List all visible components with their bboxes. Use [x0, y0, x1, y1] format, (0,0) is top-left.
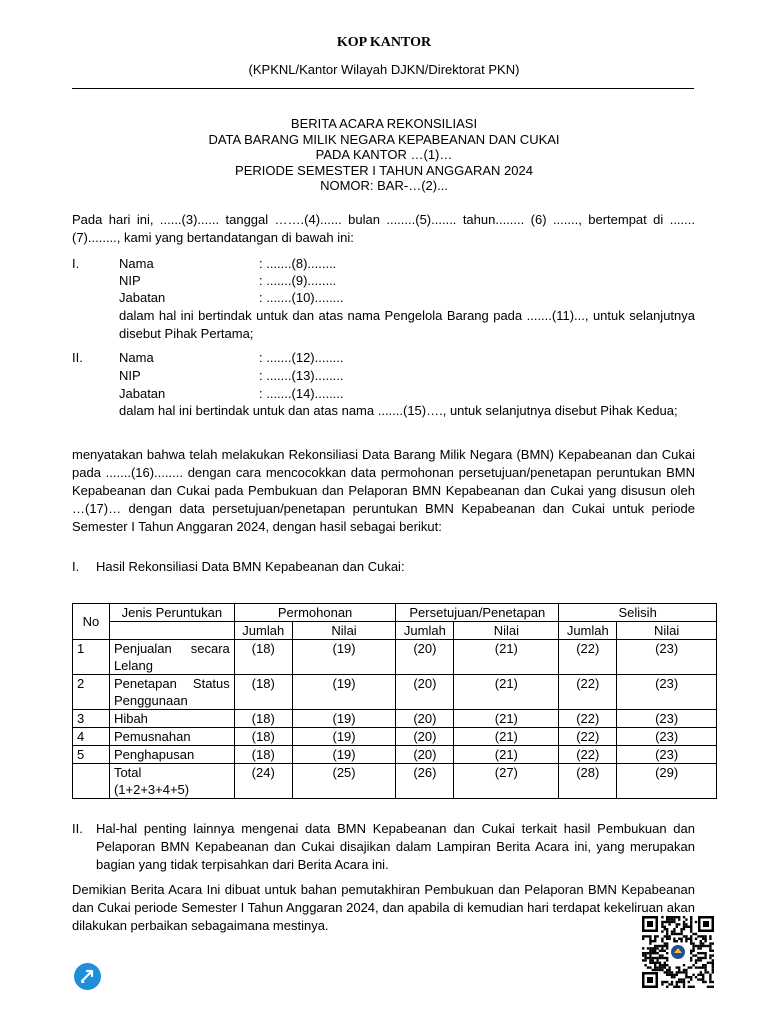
party-1-nip-value: : .......(9)........ — [259, 273, 337, 288]
header-persetujuan: Persetujuan/Penetapan — [396, 604, 559, 622]
header-permohonan: Permohonan — [234, 604, 396, 622]
row-value: (23) — [617, 746, 717, 764]
party-1-number: I. — [72, 256, 80, 271]
total-value: (25) — [292, 764, 396, 799]
row-jenis: Penetapan Status Penggunaan — [109, 675, 234, 710]
title-line-5: NOMOR: BAR-…(2)... — [320, 178, 448, 193]
row-value: (23) — [617, 675, 717, 710]
party-2-jabatan-label: Jabatan — [119, 386, 166, 401]
opening-paragraph: Pada hari ini, ......(3)...... tanggal …….(4)...... bulan ........(5)....... tahun........ (6) ......., bertempat di .......(7)........, kami yang bertandatangan di bawah ini: — [72, 212, 695, 245]
row-value: (21) — [454, 675, 559, 710]
row-value: (21) — [454, 640, 559, 675]
title-line-4: PERIODE SEMESTER I TAHUN ANGGARAN 2024 — [235, 162, 533, 178]
row-value: (19) — [292, 710, 396, 728]
row-value: (22) — [559, 728, 617, 746]
row-value: (22) — [559, 710, 617, 728]
header-nilai: Nilai — [454, 622, 559, 640]
header-jenis-peruntukan: Jenis Peruntukan — [109, 604, 234, 622]
party-2-nip-label: NIP — [119, 368, 141, 383]
table-row — [73, 640, 717, 675]
row-value: (19) — [292, 675, 396, 710]
row-value: (23) — [617, 640, 717, 675]
party-2-name-label: Nama — [119, 350, 154, 365]
total-value: (29) — [617, 764, 717, 799]
header-jumlah: Jumlah — [396, 622, 454, 640]
header-divider — [72, 88, 694, 89]
row-no: 1 — [73, 640, 110, 675]
table-row — [73, 728, 717, 746]
row-value: (19) — [292, 640, 396, 675]
section-1-title: Hasil Rekonsiliasi Data BMN Kepabeanan dan Cukai: — [96, 559, 405, 574]
section-1-number: I. — [72, 559, 80, 574]
row-value: (20) — [396, 675, 454, 710]
total-value: (24) — [234, 764, 292, 799]
row-value: (21) — [454, 728, 559, 746]
document-title — [0, 116, 768, 194]
row-value: (18) — [234, 675, 292, 710]
row-jenis: Hibah — [109, 710, 234, 728]
party-2-number: II. — [72, 350, 83, 365]
party-2-name-value: : .......(12)........ — [259, 350, 344, 365]
row-no: 2 — [73, 675, 110, 710]
header-jenis-empty — [109, 622, 234, 640]
row-value: (20) — [396, 728, 454, 746]
row-jenis: Penghapusan — [109, 746, 234, 764]
row-no: 4 — [73, 728, 110, 746]
row-value: (23) — [617, 710, 717, 728]
row-value: (18) — [234, 640, 292, 675]
row-value: (18) — [234, 728, 292, 746]
total-label: Total — [113, 765, 142, 780]
document-logo-icon — [74, 963, 101, 990]
row-value: (22) — [559, 640, 617, 675]
row-value: (21) — [454, 746, 559, 764]
party-2-description: dalam hal ini bertindak untuk dan atas nama .......(15)…., untuk selanjutnya disebut Pihak Kedua; — [119, 403, 678, 418]
party-1-description: dalam hal ini bertindak untuk dan atas nama Pengelola Barang pada .......(11)..., untuk selanjutnya disebut Pihak Pertama; — [119, 308, 695, 341]
table-header-row-1 — [73, 604, 717, 622]
statement-paragraph: menyatakan bahwa telah melakukan Rekonsiliasi Data Barang Milik Negara (BMN) Kepabeanan dan Cukai pada .......(16)........ dengan cara mencocokkan data permohonan persetujuan/penetapan peruntukan BMN Kepabeanan dan Cukai pada Pembukuan dan Pelaporan BMN Kepabeanan dan Cukai yang disusun oleh …(17)… dengan data persetujuan/penetapan peruntukan BMN Kepabeanan dan Cukai untuk periode Semester I Tahun Anggaran 2024, dengan hasil sebagai berikut: — [72, 447, 695, 534]
row-value: (22) — [559, 746, 617, 764]
closing-paragraph: Demikian Berita Acara Ini dibuat untuk bahan pemutakhiran Pembukuan dan Pelaporan BMN Kepabeanan dan Cukai periode Semester I Tahun Anggaran 2024, dan apabila di kemudian hari terdapat kekeliruan akan dilakukan perbaikan sebagaimana mestinya. — [72, 882, 695, 933]
total-value: (28) — [559, 764, 617, 799]
party-2-nip-value: : .......(13)........ — [259, 368, 344, 383]
office-subtitle: (KPKNL/Kantor Wilayah DJKN/Direktorat PKN) — [248, 62, 520, 77]
row-jenis: Penjualan secara Lelang — [109, 640, 234, 675]
section-2-text: Hal-hal penting lainnya mengenai data BMN Kepabeanan dan Cukai terkait hasil Pembukuan dan Pelaporan BMN Kepabeanan dan Cukai disajikan dalam Lampiran Berita Acara ini, yang merupakan bagian yang tidak terpisahkan dari Berita Acara ini. — [96, 821, 695, 872]
row-no: 5 — [73, 746, 110, 764]
title-line-2: DATA BARANG MILIK NEGARA KEPABEANAN DAN CUKAI — [208, 131, 560, 147]
total-label-cell — [109, 764, 234, 799]
row-value: (19) — [292, 728, 396, 746]
header-jumlah: Jumlah — [234, 622, 292, 640]
row-jenis: Pemusnahan — [109, 728, 234, 746]
section-2-number: II. — [72, 821, 83, 836]
header-no: No — [73, 604, 110, 640]
total-formula: (1+2+3+4+5) — [113, 782, 190, 797]
table-header-row-2 — [73, 622, 717, 640]
party-1-name-label: Nama — [119, 256, 154, 271]
row-value: (23) — [617, 728, 717, 746]
party-1-jabatan-value: : .......(10)........ — [259, 290, 344, 305]
header-jumlah: Jumlah — [559, 622, 617, 640]
party-1-jabatan-label: Jabatan — [119, 290, 166, 305]
header-nilai: Nilai — [617, 622, 717, 640]
header-nilai: Nilai — [292, 622, 396, 640]
table-row — [73, 675, 717, 710]
total-value: (27) — [454, 764, 559, 799]
title-line-3: PADA KANTOR …(1)… — [315, 147, 453, 162]
row-value: (18) — [234, 746, 292, 764]
total-no-empty — [73, 764, 110, 799]
party-1-name-value: : .......(8)........ — [259, 256, 337, 271]
total-value: (26) — [396, 764, 454, 799]
party-2-jabatan-value: : .......(14)........ — [259, 386, 344, 401]
row-value: (21) — [454, 710, 559, 728]
row-value: (20) — [396, 710, 454, 728]
table-row — [73, 710, 717, 728]
table-total-row — [73, 764, 717, 799]
reconciliation-table — [72, 603, 717, 799]
row-no: 3 — [73, 710, 110, 728]
header-selisih: Selisih — [559, 604, 717, 622]
row-value: (19) — [292, 746, 396, 764]
row-value: (20) — [396, 746, 454, 764]
title-line-1: BERITA ACARA REKONSILIASI — [290, 116, 478, 131]
table-row — [73, 746, 717, 764]
party-1-nip-label: NIP — [119, 273, 141, 288]
row-value: (18) — [234, 710, 292, 728]
row-value: (20) — [396, 640, 454, 675]
kop-kantor-heading: KOP KANTOR — [336, 35, 432, 50]
row-value: (22) — [559, 675, 617, 710]
qr-code-icon — [641, 915, 715, 989]
